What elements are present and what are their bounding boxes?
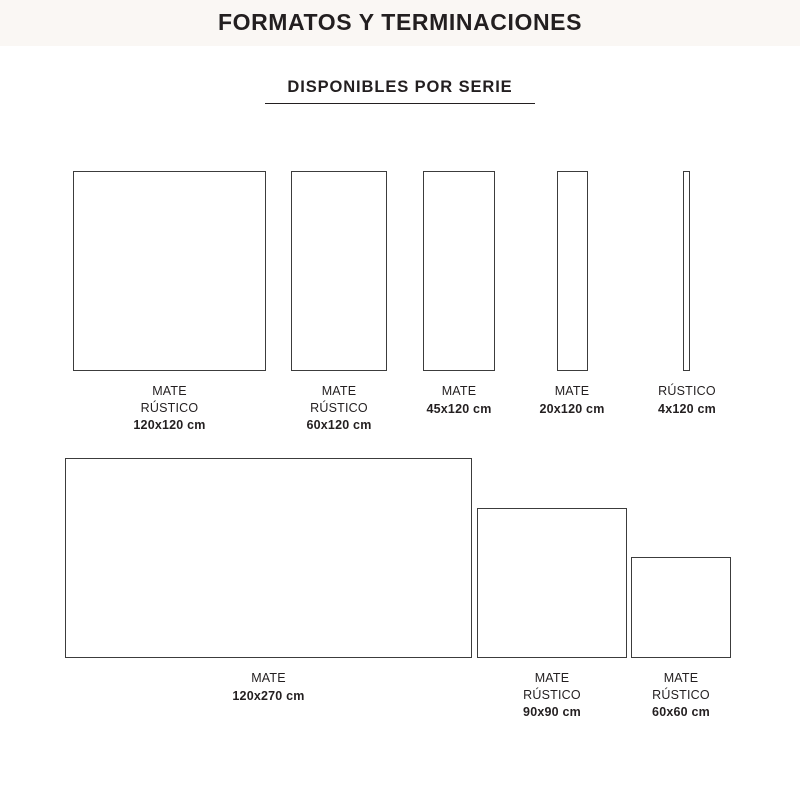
tile-caption-60x60 [611,670,751,721]
tile-finish-1: MATE [152,384,187,398]
tile-shape-120x120 [73,171,266,371]
tile-shape-60x60 [631,557,731,658]
tile-finish-2: RÚSTICO [310,400,368,415]
tile-shape-120x270 [65,458,472,658]
tile-shape-90x90 [477,508,627,658]
tile-dimension: 4x120 cm [658,401,716,416]
subtitle-underline [265,103,535,104]
tile-finish-1: MATE [441,384,477,398]
tile-caption-120x270 [65,670,472,704]
tile-dimension: 120x270 cm [232,688,305,703]
tile-finish-2: RÚSTICO [523,687,581,702]
tile-finish-1: MATE [534,671,570,685]
tile-shape-20x120 [557,171,588,371]
tile-finish-1: MATE [251,671,286,685]
tile-dimension: 45x120 cm [426,401,492,416]
tile-dimension: 90x90 cm [523,705,581,719]
tile-shape-60x120 [291,171,387,371]
tile-dimension: 20x120 cm [539,401,605,416]
tile-dimension: 60x60 cm [652,705,710,719]
page-title: FORMATOS Y TERMINACIONES [217,9,583,35]
tile-caption-120x120 [73,383,266,434]
tile-finish-2: RÚSTICO [140,400,199,415]
tile-caption-4x120 [617,383,757,417]
tile-caption-60x120 [269,383,409,434]
tile-dimension: 120x120 cm [133,418,206,432]
tile-finish-1: MATE [321,384,357,398]
page-subtitle: DISPONIBLES POR SERIE [287,78,513,96]
tile-finish-1: RÚSTICO [658,384,716,398]
tile-caption-90x90 [477,670,627,721]
tile-shape-45x120 [423,171,495,371]
tile-finish-2: RÚSTICO [652,687,710,702]
tile-dimension: 60x120 cm [306,418,372,432]
tile-shape-4x120 [683,171,690,371]
tile-finish-1: MATE [554,384,590,398]
tile-finish-1: MATE [663,671,699,685]
